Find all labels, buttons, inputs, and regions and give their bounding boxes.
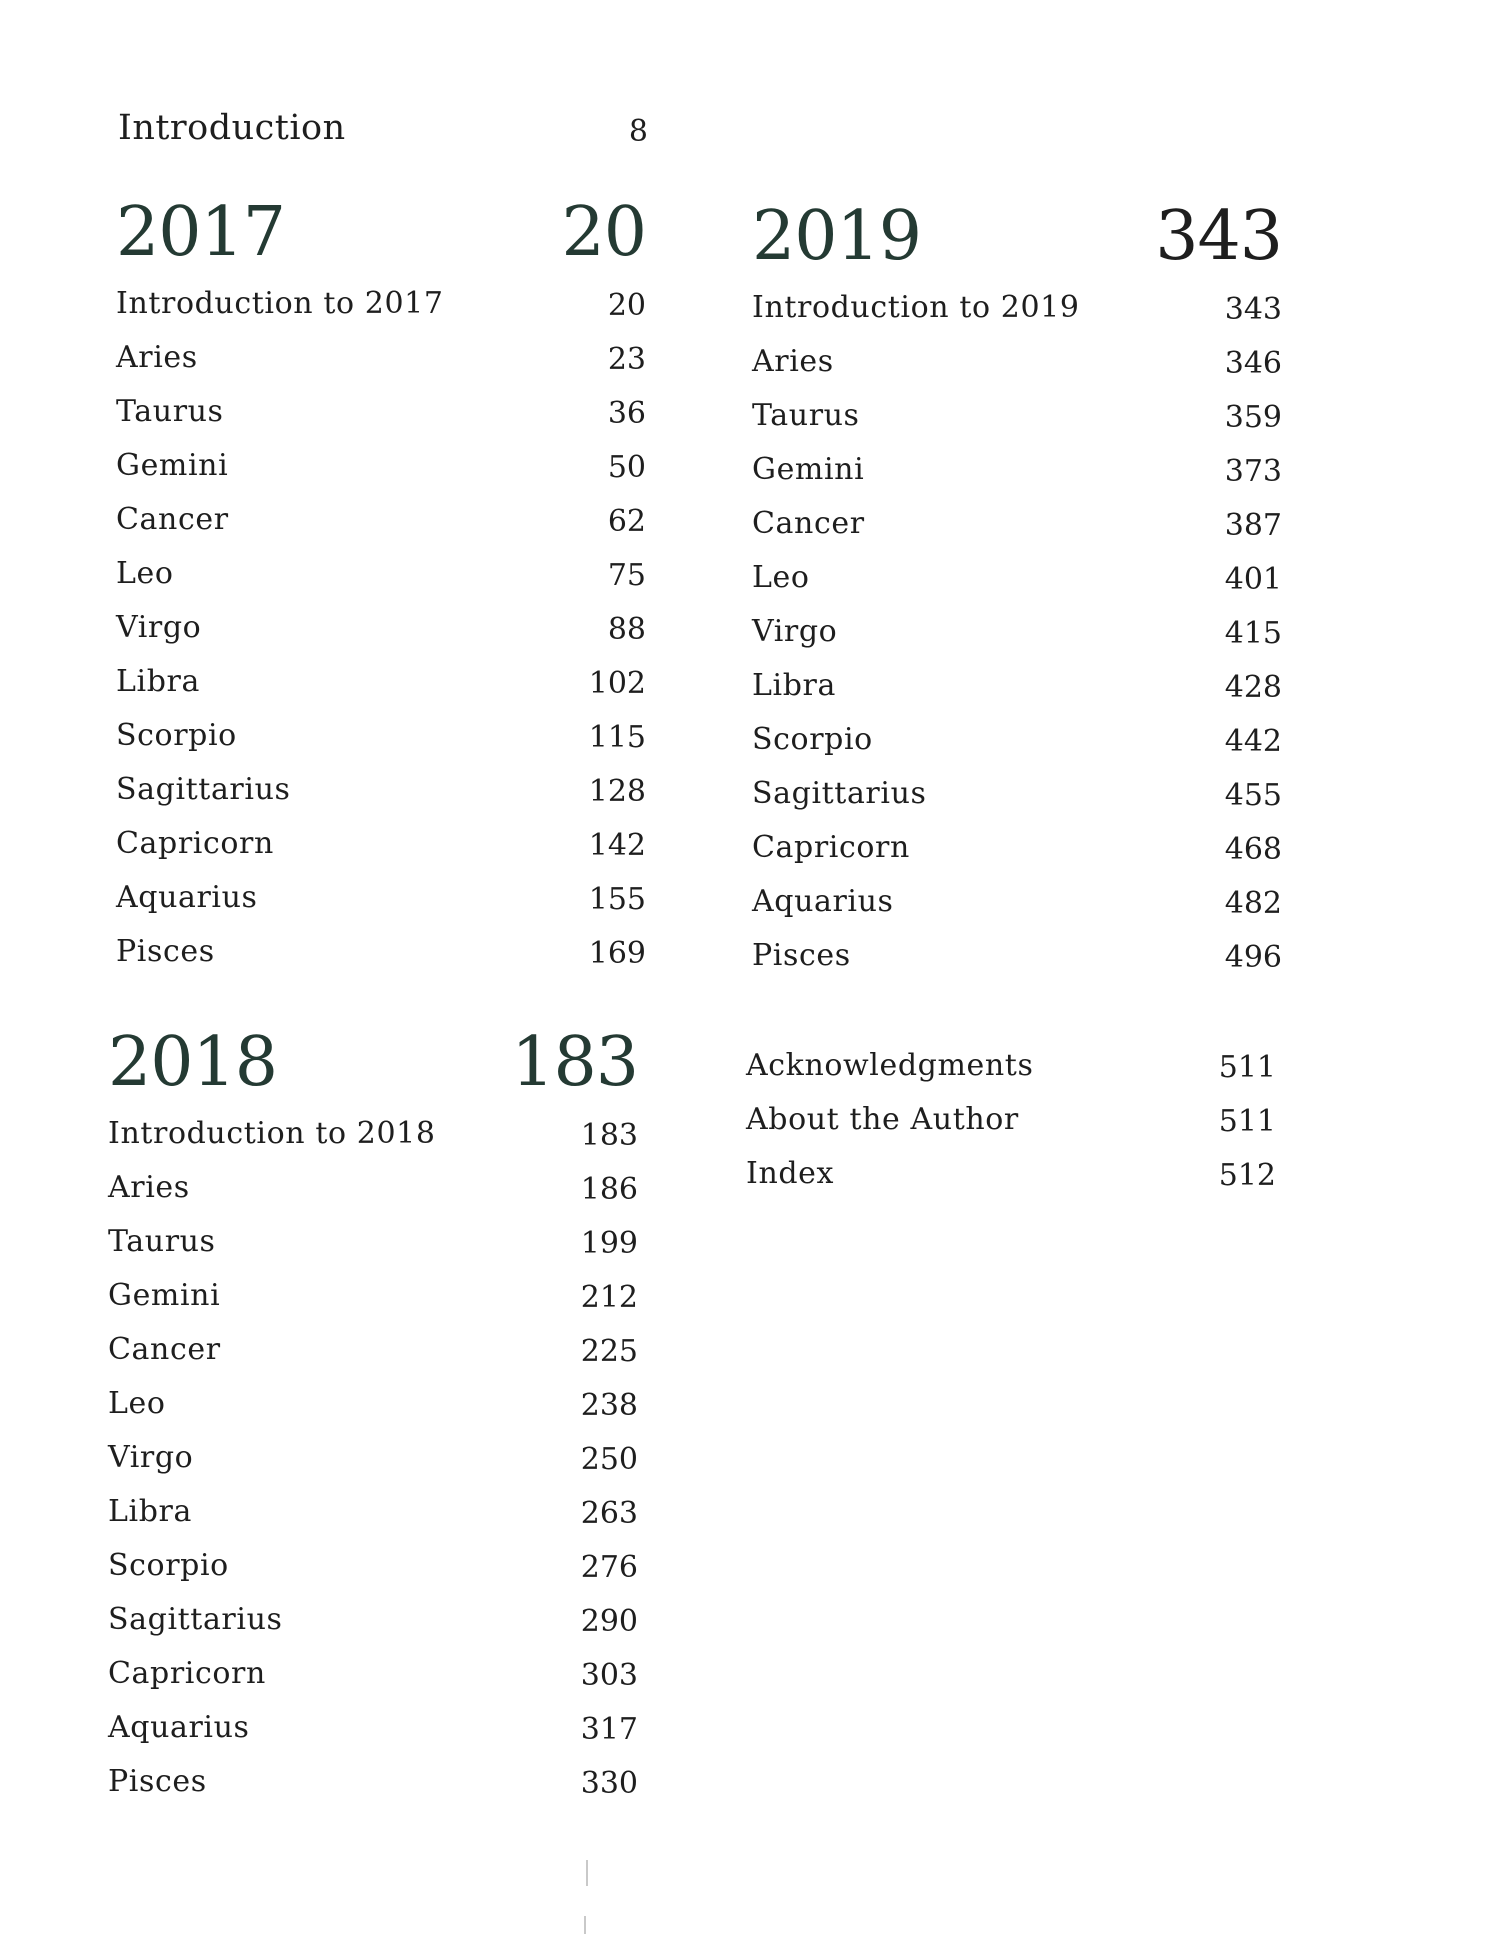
section-2017 bbox=[116, 194, 646, 980]
entry-label: Leo bbox=[108, 1386, 166, 1421]
entry-label: Libra bbox=[108, 1494, 192, 1529]
toc-entry[interactable] bbox=[752, 552, 1282, 606]
entry-page-number: 317 bbox=[580, 1712, 638, 1747]
toc-entry[interactable] bbox=[108, 1216, 638, 1270]
toc-entry[interactable] bbox=[116, 710, 646, 764]
entry-label: Sagittarius bbox=[108, 1602, 283, 1637]
entry-page-number: 36 bbox=[607, 396, 646, 431]
toc-entry[interactable] bbox=[116, 440, 646, 494]
entry-label: Introduction to 2017 bbox=[116, 286, 444, 321]
entry-label: Taurus bbox=[108, 1224, 216, 1259]
toc-entry[interactable] bbox=[752, 768, 1282, 822]
entry-label: Aries bbox=[108, 1170, 190, 1205]
toc-entry[interactable] bbox=[752, 282, 1282, 336]
toc-entry[interactable] bbox=[116, 656, 646, 710]
toc-entry[interactable] bbox=[746, 1148, 1276, 1202]
entry-label: Aries bbox=[752, 344, 834, 379]
entry-label: Index bbox=[746, 1156, 835, 1191]
back-matter bbox=[746, 1040, 1276, 1202]
entry-page-number: 128 bbox=[588, 774, 646, 809]
toc-entry[interactable] bbox=[108, 1324, 638, 1378]
entry-page-number: 373 bbox=[1224, 454, 1282, 489]
toc-entry[interactable] bbox=[752, 444, 1282, 498]
toc-entry[interactable] bbox=[116, 872, 646, 926]
entry-page-number: 511 bbox=[1218, 1104, 1276, 1139]
toc-entry[interactable] bbox=[752, 498, 1282, 552]
toc-entry[interactable] bbox=[108, 1756, 638, 1810]
toc-entry[interactable] bbox=[108, 1270, 638, 1324]
entry-page-number: 212 bbox=[580, 1280, 638, 1315]
entry-label: Aquarius bbox=[116, 880, 258, 915]
entry-page-number: 225 bbox=[580, 1334, 638, 1369]
toc-entry[interactable] bbox=[752, 390, 1282, 444]
toc-entry[interactable] bbox=[752, 336, 1282, 390]
toc-entry[interactable] bbox=[116, 332, 646, 386]
entry-label: Cancer bbox=[108, 1332, 221, 1367]
entry-page-number: 115 bbox=[588, 720, 646, 755]
toc-entry[interactable] bbox=[116, 548, 646, 602]
section-2019 bbox=[752, 198, 1282, 984]
toc-entry[interactable] bbox=[108, 1162, 638, 1216]
entry-label: Introduction to 2018 bbox=[108, 1116, 436, 1151]
toc-entry[interactable] bbox=[752, 660, 1282, 714]
section-year: 2017 bbox=[116, 193, 286, 272]
entry-page-number: 102 bbox=[588, 666, 646, 701]
entry-page-number: 512 bbox=[1218, 1158, 1276, 1193]
entry-page-number: 343 bbox=[1224, 292, 1282, 327]
entry-label: Cancer bbox=[752, 506, 865, 541]
entry-page-number: 250 bbox=[580, 1442, 638, 1477]
entry-page-number: 186 bbox=[580, 1172, 638, 1207]
toc-entry[interactable] bbox=[108, 1486, 638, 1540]
entry-page-number: 20 bbox=[607, 288, 646, 323]
toc-entry[interactable] bbox=[108, 1378, 638, 1432]
entry-page-number: 290 bbox=[580, 1604, 638, 1639]
toc-entry[interactable] bbox=[108, 1702, 638, 1756]
toc-entry[interactable] bbox=[116, 764, 646, 818]
entry-page-number: 455 bbox=[1224, 778, 1282, 813]
entry-label: Aquarius bbox=[108, 1710, 250, 1745]
entry-label: About the Author bbox=[746, 1102, 1019, 1137]
entry-page-number: 263 bbox=[580, 1496, 638, 1531]
entry-page-number: 442 bbox=[1224, 724, 1282, 759]
entry-page-number: 482 bbox=[1224, 886, 1282, 921]
entry-label: Capricorn bbox=[116, 826, 274, 861]
toc-entry[interactable] bbox=[752, 714, 1282, 768]
toc-entry[interactable] bbox=[752, 876, 1282, 930]
entry-label: Sagittarius bbox=[752, 776, 927, 811]
entry-page-number: 50 bbox=[607, 450, 646, 485]
entry-page-number: 183 bbox=[580, 1118, 638, 1153]
entry-page-number: 75 bbox=[607, 558, 646, 593]
entry-page-number: 303 bbox=[580, 1658, 638, 1693]
entry-label: Libra bbox=[116, 664, 200, 699]
scan-artifact bbox=[586, 1860, 588, 1886]
entry-label: Sagittarius bbox=[116, 772, 291, 807]
entry-page-number: 468 bbox=[1224, 832, 1282, 867]
toc-entry[interactable] bbox=[116, 386, 646, 440]
section-page-number: 20 bbox=[561, 193, 646, 272]
scan-artifact bbox=[584, 1916, 586, 1934]
entry-label: Gemini bbox=[108, 1278, 221, 1313]
section-year: 2018 bbox=[108, 1023, 278, 1102]
section-heading[interactable] bbox=[108, 1024, 638, 1102]
entry-page-number: 276 bbox=[580, 1550, 638, 1585]
toc-entry[interactable] bbox=[116, 818, 646, 872]
section-page-number: 183 bbox=[511, 1023, 638, 1102]
entry-page-number: 142 bbox=[588, 828, 646, 863]
entry-label: Pisces bbox=[752, 938, 851, 973]
toc-entry[interactable] bbox=[746, 1094, 1276, 1148]
entry-label: Aquarius bbox=[752, 884, 894, 919]
toc-entry-introduction[interactable] bbox=[118, 108, 648, 154]
entry-label: Gemini bbox=[116, 448, 229, 483]
section-2018 bbox=[108, 1024, 638, 1810]
section-heading[interactable] bbox=[116, 194, 646, 272]
entry-page-number: 169 bbox=[588, 936, 646, 971]
entry-label: Scorpio bbox=[108, 1548, 229, 1583]
entry-label: Pisces bbox=[116, 934, 215, 969]
section-year: 2019 bbox=[752, 197, 922, 276]
toc-entry[interactable] bbox=[116, 926, 646, 980]
toc-entry[interactable] bbox=[746, 1040, 1276, 1094]
entry-page-number: 428 bbox=[1224, 670, 1282, 705]
entry-page-number: 238 bbox=[580, 1388, 638, 1423]
entry-page-number: 330 bbox=[580, 1766, 638, 1801]
entry-label: Pisces bbox=[108, 1764, 207, 1799]
entry-label: Scorpio bbox=[752, 722, 873, 757]
entry-label: Virgo bbox=[108, 1440, 194, 1475]
entry-page-number: 401 bbox=[1224, 562, 1282, 597]
entry-label: Leo bbox=[752, 560, 810, 595]
entry-page-number: 387 bbox=[1224, 508, 1282, 543]
entry-label: Acknowledgments bbox=[746, 1048, 1034, 1083]
entry-label: Libra bbox=[752, 668, 836, 703]
toc-entry[interactable] bbox=[108, 1432, 638, 1486]
entry-page-number: 155 bbox=[588, 882, 646, 917]
entry-page-number: 62 bbox=[607, 504, 646, 539]
entry-page-number: 496 bbox=[1224, 940, 1282, 975]
entry-label: Virgo bbox=[116, 610, 202, 645]
entry-page-number: 359 bbox=[1224, 400, 1282, 435]
toc-entry[interactable] bbox=[108, 1594, 638, 1648]
toc-entry[interactable] bbox=[752, 822, 1282, 876]
toc-entry[interactable] bbox=[108, 1648, 638, 1702]
toc-entry[interactable] bbox=[116, 602, 646, 656]
toc-entry[interactable] bbox=[108, 1108, 638, 1162]
entry-label: Taurus bbox=[752, 398, 860, 433]
entry-page-number: 199 bbox=[580, 1226, 638, 1261]
entry-label: Gemini bbox=[752, 452, 865, 487]
entry-label: Virgo bbox=[752, 614, 838, 649]
section-page-number: 343 bbox=[1155, 197, 1282, 276]
entry-page-number: 8 bbox=[628, 114, 648, 149]
toc-entry[interactable] bbox=[752, 930, 1282, 984]
entry-label: Capricorn bbox=[108, 1656, 266, 1691]
section-heading[interactable] bbox=[752, 198, 1282, 276]
toc-entry[interactable] bbox=[108, 1540, 638, 1594]
entry-page-number: 346 bbox=[1224, 346, 1282, 381]
entry-label: Leo bbox=[116, 556, 174, 591]
toc-entry[interactable] bbox=[116, 494, 646, 548]
toc-entry[interactable] bbox=[116, 278, 646, 332]
entry-page-number: 88 bbox=[607, 612, 646, 647]
entry-label: Scorpio bbox=[116, 718, 237, 753]
entry-label: Introduction to 2019 bbox=[752, 290, 1080, 325]
entry-page-number: 415 bbox=[1224, 616, 1282, 651]
toc-entry[interactable] bbox=[752, 606, 1282, 660]
entry-label: Aries bbox=[116, 340, 198, 375]
entry-label: Cancer bbox=[116, 502, 229, 537]
entry-label: Taurus bbox=[116, 394, 224, 429]
entry-page-number: 511 bbox=[1218, 1050, 1276, 1085]
entry-label: Introduction bbox=[118, 108, 346, 148]
entry-page-number: 23 bbox=[607, 342, 646, 377]
entry-label: Capricorn bbox=[752, 830, 910, 865]
